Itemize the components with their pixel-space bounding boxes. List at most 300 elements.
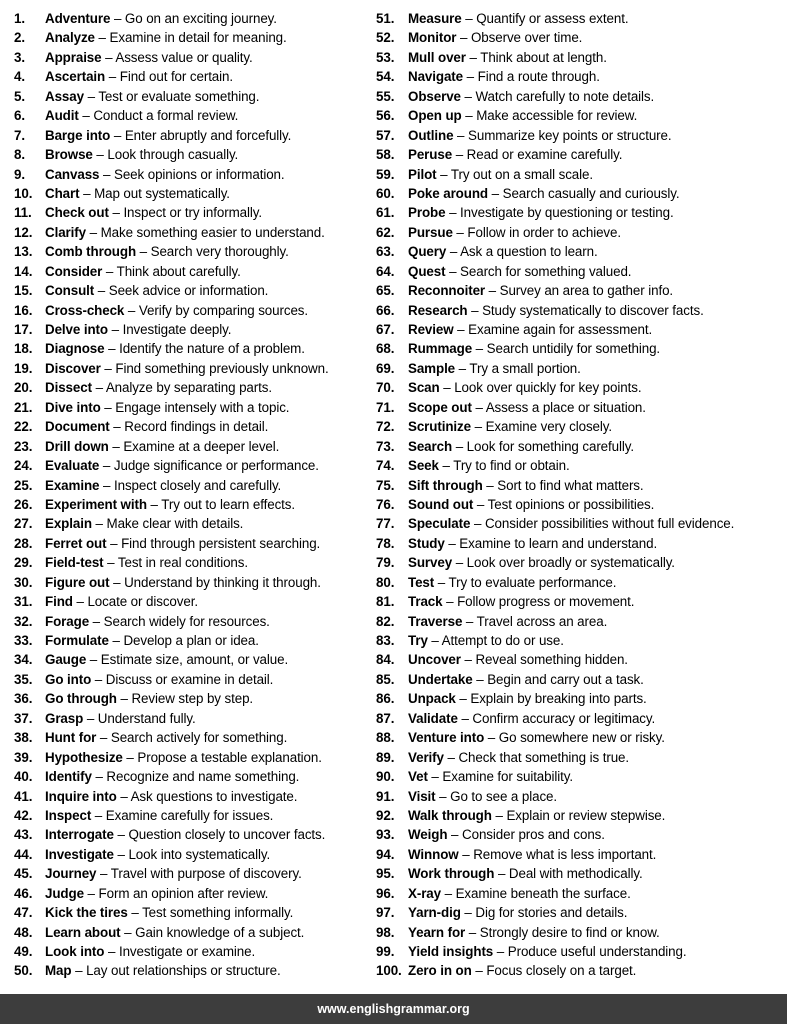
item-separator: – [472,341,487,357]
item-definition: Attempt to do or use. [441,633,564,648]
item-definition: Test in real conditions. [117,555,248,571]
item-term: Delve into [45,322,108,337]
item-term: Undertake [408,671,473,687]
item-number: 48. [14,924,33,940]
item-definition: Develop a plan or idea. [123,633,259,648]
item-separator: – [458,846,474,862]
list-item [376,903,776,922]
item-separator: – [85,224,101,240]
item-term: Chart [45,185,80,201]
item-separator: – [136,244,151,260]
item-separator: – [91,380,106,396]
item-term: Poke around [408,185,489,201]
item-term: Reconnoiter [408,283,486,299]
item-number: 47. [14,905,33,921]
item-term: X-ray [408,885,441,901]
item-number: 5. [14,88,25,104]
item-separator: – [83,885,99,901]
item-term: Adventure [45,11,111,26]
list-item [376,961,776,980]
item-definition: Assess value or quality. [115,49,253,65]
item-number: 61. [376,205,395,221]
item-definition: Explain or review stepwise. [506,807,666,823]
list-item [14,689,364,708]
item-number: 3. [14,49,25,65]
item-term: Discover [45,360,101,376]
list-item [376,301,776,320]
item-number: 44. [14,846,33,862]
item-number: 51. [376,11,395,26]
list-item [376,417,776,436]
item-term: Monitor [408,30,457,46]
item-number: 66. [376,302,395,318]
item-term: Work through [408,866,495,882]
item-number: 15. [14,283,33,299]
item-term: Comb through [45,244,137,260]
item-definition: Make accessible for review. [476,108,638,124]
list-item [14,165,364,184]
list-item [376,592,776,611]
item-term: Examine [45,477,100,493]
item-term: Speculate [408,516,471,532]
list-item [14,787,364,806]
item-number: 46. [14,885,33,901]
item-number: 88. [376,730,395,746]
item-term: Evaluate [45,458,100,474]
item-term: Gauge [45,652,87,668]
item-definition: Remove what is less important. [473,846,657,862]
list-item [376,495,776,514]
item-definition: Summarize key points or structure. [468,127,672,143]
item-definition: Look over broadly or systematically. [466,555,675,571]
item-term: Vet [408,769,428,785]
list-item [14,942,364,961]
item-separator: – [488,185,503,201]
list-item [14,28,364,47]
item-term: Go into [45,671,92,687]
item-separator: – [438,458,454,474]
item-definition: Find a route through. [477,69,600,85]
list-item [376,689,776,708]
item-number: 93. [376,827,395,843]
item-term: Yield insights [408,944,494,959]
item-term: Mull over [408,49,466,65]
item-number: 75. [376,477,395,493]
item-number: 87. [376,710,395,726]
list-item [14,67,364,86]
item-separator: – [427,633,442,648]
item-definition: Seek advice or information. [108,283,269,299]
item-term: Figure out [45,574,110,590]
item-number: 8. [14,147,25,163]
item-number: 49. [14,944,33,959]
item-definition: Test opinions or possibilities. [487,496,655,512]
item-definition: Investigate by questioning or testing. [460,205,674,221]
item-term: Ascertain [45,69,106,85]
item-separator: – [491,807,507,823]
item-number: 21. [14,399,33,415]
item-definition: Travel across an area. [476,613,608,629]
item-term: Navigate [408,69,464,85]
item-separator: – [106,535,122,551]
item-definition: Make something easier to understand. [100,224,325,240]
item-definition: Search casually and curiously. [502,185,680,201]
list-item [376,573,776,592]
item-term: Explain [45,516,92,532]
item-definition: Find through persistent searching. [121,535,321,551]
item-definition: Map out systematically. [94,185,230,201]
item-separator: – [442,594,458,610]
item-separator: – [465,924,480,940]
item-term: Forage [45,613,90,629]
item-number: 4. [14,69,25,85]
item-separator: – [127,905,143,921]
item-number: 18. [14,341,33,357]
item-number: 81. [376,594,395,610]
item-term: Pursue [408,224,453,240]
list-item [14,320,364,339]
list-item [376,612,776,631]
item-term: Check out [45,205,109,221]
item-definition: Look for something carefully. [466,438,634,454]
item-term: Zero in on [408,963,472,979]
item-term: Quest [408,263,446,279]
item-term: Peruse [408,147,453,163]
item-definition: Go somewhere new or risky. [498,730,665,746]
list-item [376,650,776,669]
list-item [14,514,364,533]
item-definition: Try out on a small scale. [450,166,593,182]
item-definition: Test or evaluate something. [98,88,260,104]
item-definition: Estimate size, amount, or value. [100,652,289,668]
item-separator: – [493,944,508,959]
item-definition: Examine beneath the surface. [455,885,631,901]
item-separator: – [444,535,460,551]
list-item [14,223,364,242]
item-number: 70. [376,380,395,396]
item-definition: Examine very closely. [485,419,612,435]
list-item [14,495,364,514]
item-definition: Analyze by separating parts. [105,380,272,396]
item-definition: Ask questions to investigate. [130,788,298,804]
list-item [376,165,776,184]
item-definition: Follow in order to achieve. [467,224,621,240]
item-separator: – [104,944,119,959]
list-item [14,359,364,378]
item-separator: – [446,244,461,260]
item-number: 69. [376,360,395,376]
item-number: 82. [376,613,395,629]
list-item [376,923,776,942]
item-term: Sift through [408,477,483,493]
item-term: Verify [408,749,444,765]
list-item [14,242,364,261]
item-term: Formulate [45,633,109,648]
item-number: 54. [376,69,395,85]
item-separator: – [439,380,455,396]
item-number: 39. [14,749,33,765]
item-number: 6. [14,108,25,124]
item-separator: – [91,807,106,823]
item-separator: – [485,283,500,299]
item-separator: – [460,88,476,104]
item-separator: – [101,49,116,65]
item-term: Appraise [45,49,102,65]
item-definition: Search actively for something. [110,730,288,746]
item-definition: Lay out relationships or structure. [86,963,281,979]
item-number: 86. [376,691,395,707]
item-number: 67. [376,322,395,337]
list-item [14,126,364,145]
item-definition: Reveal something hidden. [475,652,628,668]
item-number: 50. [14,963,33,979]
item-term: Walk through [408,807,492,823]
item-definition: Follow progress or movement. [457,594,635,610]
item-definition: Search very thoroughly. [150,244,289,260]
item-separator: – [122,749,138,765]
list-item [14,612,364,631]
item-definition: Form an opinion after review. [98,885,269,901]
item-number: 77. [376,516,395,532]
item-separator: – [445,263,461,279]
item-definition: Gain knowledge of a subject. [135,924,305,940]
item-term: Sample [408,360,456,376]
list-item [376,631,776,650]
item-separator: – [108,438,124,454]
list-item [14,87,364,106]
item-definition: Inspect closely and carefully. [113,477,282,493]
list-item [14,262,364,281]
item-term: Search [408,438,453,454]
item-number: 30. [14,574,33,590]
item-definition: Go on an exciting journey. [124,11,277,26]
item-number: 78. [376,535,395,551]
list-item [376,845,776,864]
item-definition: Observe over time. [470,30,583,46]
item-separator: – [100,399,116,415]
item-definition: Begin and carry out a task. [487,671,644,687]
item-number: 2. [14,30,25,46]
item-term: Clarify [45,224,86,240]
item-term: Dissect [45,380,92,396]
item-number: 62. [376,224,395,240]
item-definition: Search untidily for something. [486,341,661,357]
item-definition: Ask a question to learn. [460,244,598,260]
item-number: 26. [14,496,33,512]
list-item [376,223,776,242]
item-separator: – [462,613,477,629]
item-term: Grasp [45,710,84,726]
item-number: 53. [376,49,395,65]
list-item [376,476,776,495]
item-separator: – [91,769,107,785]
list-item [14,378,364,397]
item-number: 10. [14,185,33,201]
list-item [14,573,364,592]
item-separator: – [96,866,111,882]
list-item [14,476,364,495]
item-term: Yarn-dig [408,905,461,921]
item-number: 45. [14,866,33,882]
list-item [14,592,364,611]
item-separator: – [71,963,87,979]
item-number: 90. [376,769,395,785]
item-separator: – [472,671,488,687]
list-item [14,709,364,728]
item-term: Find [45,594,73,610]
item-number: 94. [376,846,395,862]
list-item [14,825,364,844]
word-list-left-column [14,9,364,981]
item-separator: – [434,574,449,590]
item-number: 98. [376,924,395,940]
item-term: Cross-check [45,302,125,318]
list-item [376,437,776,456]
item-number: 71. [376,399,395,415]
item-definition: Produce useful understanding. [507,944,687,959]
item-term: Investigate [45,846,114,862]
item-number: 52. [376,30,395,46]
item-definition: Dig for stories and details. [475,905,628,921]
item-term: Probe [408,205,446,221]
list-item [376,126,776,145]
item-definition: Quantify or assess extent. [476,11,629,26]
item-separator: – [83,88,99,104]
item-number: 73. [376,438,395,454]
item-definition: Propose a testable explanation. [137,749,322,765]
item-definition: Survey an area to gather info. [499,283,674,299]
list-item [376,67,776,86]
item-definition: Assess a place or situation. [485,399,646,415]
item-number: 89. [376,749,395,765]
item-number: 55. [376,88,395,104]
list-item [14,301,364,320]
item-separator: – [124,302,139,318]
item-separator: – [113,827,129,843]
item-definition: Identify the nature of a problem. [119,341,305,357]
list-item [376,709,776,728]
list-item [376,534,776,553]
item-definition: Read or examine carefully. [466,147,623,163]
list-item [14,48,364,67]
item-term: Pilot [408,166,437,182]
item-definition: Investigate or examine. [118,944,256,959]
item-number: 32. [14,613,33,629]
list-item [376,320,776,339]
item-term: Canvass [45,166,100,182]
item-definition: Examine again for assessment. [468,322,653,337]
item-separator: – [465,49,481,65]
list-item [376,942,776,961]
list-item [376,145,776,164]
item-separator: – [99,458,114,474]
item-term: Query [408,244,447,260]
item-separator: – [103,555,118,571]
item-term: Field-test [45,555,104,571]
item-separator: – [116,691,132,707]
item-term: Research [408,302,468,318]
list-item [376,864,776,883]
item-definition: Understand fully. [97,710,196,726]
item-number: 29. [14,555,33,571]
item-separator: – [110,127,125,143]
item-definition: Check that something is true. [458,749,630,765]
item-separator: – [452,147,467,163]
item-number: 33. [14,633,33,648]
item-number: 68. [376,341,395,357]
item-separator: – [471,963,487,979]
item-number: 40. [14,769,33,785]
list-item [14,456,364,475]
item-term: Learn about [45,924,121,940]
list-item [14,748,364,767]
list-item [14,417,364,436]
item-number: 96. [376,885,395,901]
item-separator: – [100,360,116,376]
item-term: Rummage [408,341,473,357]
item-number: 25. [14,477,33,493]
item-separator: – [83,710,98,726]
item-separator: – [455,691,471,707]
item-number: 95. [376,866,395,882]
item-definition: Investigate deeply. [122,322,232,337]
item-definition: Examine to learn and understand. [459,535,658,551]
item-term: Traverse [408,613,463,629]
item-number: 74. [376,458,395,474]
item-number: 60. [376,185,395,201]
item-number: 11. [14,205,32,221]
item-definition: Find something previously unknown. [115,360,329,376]
item-term: Weigh [408,827,448,843]
list-item [14,845,364,864]
item-term: Uncover [408,652,461,668]
item-term: Identify [45,769,92,785]
item-separator: – [72,594,88,610]
item-definition: Engage intensely with a topic. [115,399,290,415]
list-item [376,262,776,281]
item-separator: – [461,108,477,124]
item-separator: – [109,574,125,590]
item-separator: – [146,496,162,512]
item-term: Barge into [45,127,111,143]
item-definition: Search for something valued. [460,263,632,279]
item-number: 63. [376,244,395,260]
item-definition: Question closely to uncover facts. [128,827,326,843]
word-list-right-column [376,9,776,981]
item-term: Scope out [408,399,472,415]
item-separator: – [470,516,485,532]
item-number: 42. [14,807,33,823]
item-number: 24. [14,458,33,474]
item-term: Sound out [408,496,474,512]
item-definition: Locate or discover. [87,594,198,610]
item-separator: – [457,710,473,726]
item-definition: Search widely for resources. [103,613,270,629]
item-separator: – [435,788,451,804]
list-item [14,650,364,669]
list-item [376,670,776,689]
item-number: 41. [14,788,33,804]
item-term: Kick the tires [45,905,128,921]
item-number: 84. [376,652,395,668]
item-definition: Make clear with details. [106,516,244,532]
item-term: Hypothesize [45,749,123,765]
list-item [376,825,776,844]
item-number: 7. [14,127,25,143]
item-definition: Go to see a place. [450,788,558,804]
item-number: 59. [376,166,395,182]
item-term: Browse [45,147,93,163]
